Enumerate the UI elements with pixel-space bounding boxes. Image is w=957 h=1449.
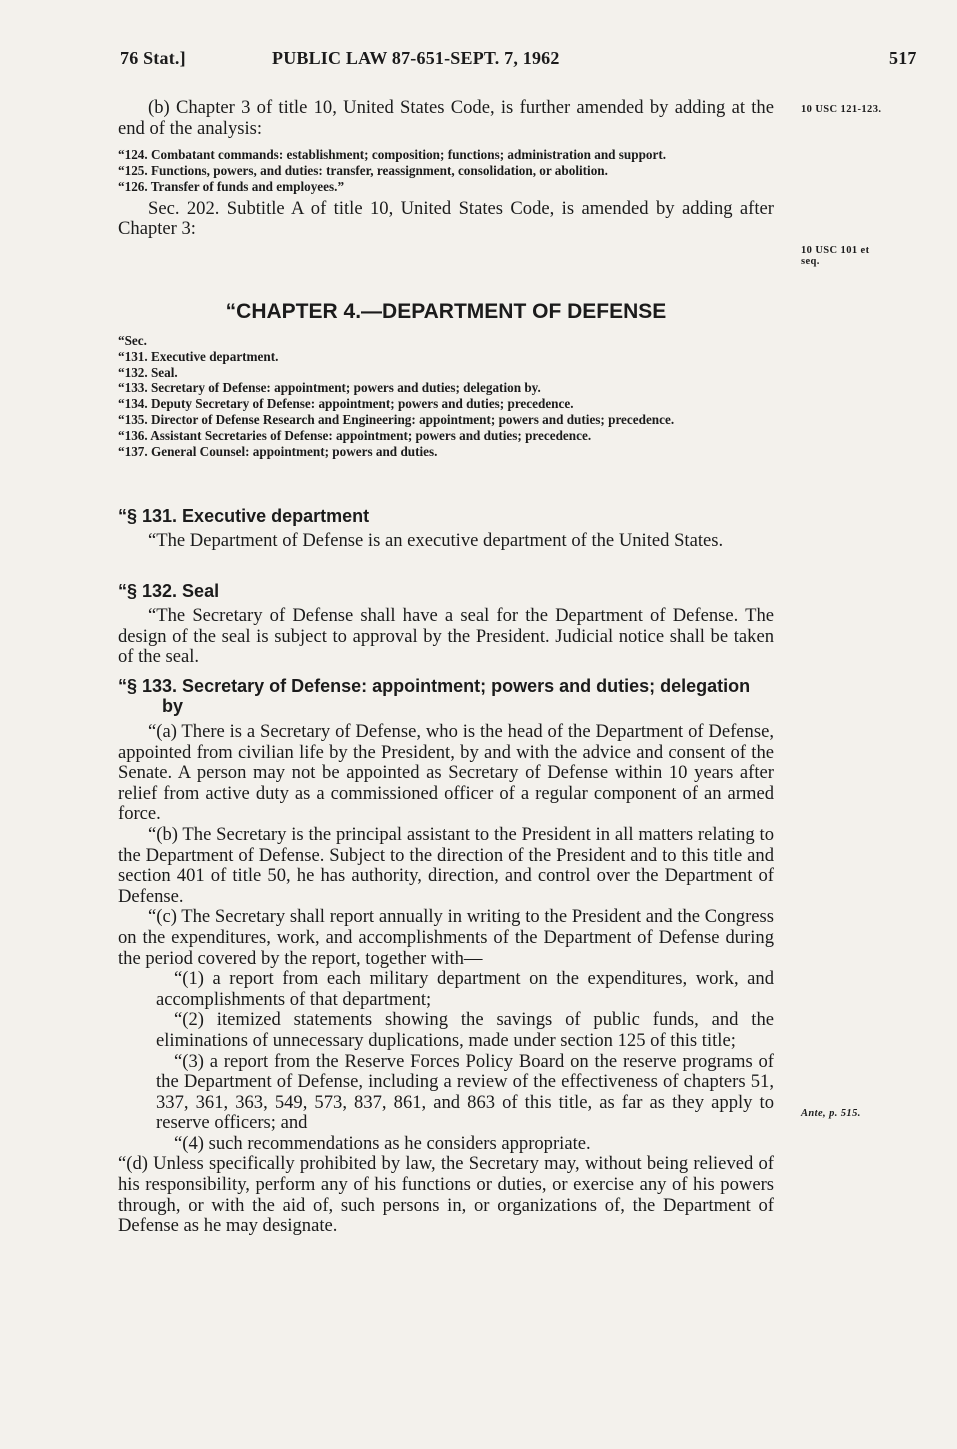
toc-item-137: “137. General Counsel: appointment; powers and duties. <box>118 443 438 459</box>
section-202-paragraph: Sec. 202. Subtitle A of title 10, United States Code, is amended by adding after Chapter 3: <box>118 197 774 240</box>
section-133-d: “(d) Unless specifically prohibited by law, the Secretary may, without being relieved of his responsibility, perform any of his functions or duties, or exercise any of his powers through, or with the aid of, such persons in, or organizations of, the Department of Defense as he may designate. <box>118 1153 774 1237</box>
analysis-list <box>118 147 774 194</box>
toc-sec-label: “Sec. <box>118 333 147 348</box>
section-133-heading: “§ 133. Secretary of Defense: appointment; powers and duties; delegation by <box>118 676 751 716</box>
section-133-c-2: “(2) itemized statements showing the savings of public funds, and the eliminations of unnecessary duplications, made under section 125 of this title; <box>156 1009 774 1051</box>
amendment-paragraph-b: (b) Chapter 3 of title 10, United States Code, is further amended by adding at the end of the analysis: <box>118 97 774 139</box>
section-133-c: “(c) The Secretary shall report annually in writing to the President and the Congress on the expenditures, work, and accomplishments of the Department of Defense during the period covered by the report, together with— <box>118 906 774 969</box>
section-131-heading: “§ 131. Executive department <box>118 506 370 526</box>
section-132-heading: “§ 132. Seal <box>118 581 220 601</box>
toc-item-132: “132. Seal. <box>118 364 178 380</box>
header-page-number: 517 <box>889 48 917 68</box>
toc-item-133: “133. Secretary of Defense: appointment; powers and duties; delegation by. <box>118 380 541 396</box>
margin-note-usc-101-line1: 10 USC 101 et <box>801 245 870 256</box>
section-133-c-3: “(3) a report from the Reserve Forces Policy Board on the reserve programs of the Department of Defense, including a review of the effectiveness of chapters 51, 337, 361, 363, 549, 573, 837, 861, and 863 of this title, as far as they apply to reserve officers; and <box>156 1050 774 1134</box>
margin-note-usc-121: 10 USC 121-123. <box>801 104 882 115</box>
margin-note-usc-101-line2: seq. <box>801 256 820 267</box>
margin-note-usc-101 <box>801 245 870 267</box>
toc-item-134: “134. Deputy Secretary of Defense: appointment; powers and duties; precedence. <box>118 396 574 412</box>
analysis-item-125: “125. Functions, powers, and duties: transfer, reassignment, consolidation, or abolition. <box>118 162 608 178</box>
analysis-item-126: “126. Transfer of funds and employees.” <box>118 178 345 194</box>
section-133 <box>118 676 774 1237</box>
margin-note-ante <box>801 1108 861 1119</box>
header-title: PUBLIC LAW 87-651-SEPT. 7, 1962 <box>272 48 560 68</box>
header-volume: 76 Stat.] <box>120 48 186 68</box>
toc-item-136: “136. Assistant Secretaries of Defense: appointment; powers and duties; precedence. <box>118 427 592 443</box>
toc-item-131: “131. Executive department. <box>118 348 279 364</box>
section-132-text: “The Secretary of Defense shall have a seal for the Department of Defense. The design of the seal is subject to approval by the President. Judicial notice shall be taken of the seal. <box>118 605 774 668</box>
section-131 <box>118 506 774 552</box>
analysis-item-124: “124. Combatant commands: establishment; composition; functions; administration and support. <box>118 147 667 163</box>
section-133-c-4: “(4) such recommendations as he considers appropriate. <box>174 1132 591 1154</box>
toc-item-135: “135. Director of Defense Research and Engineering: appointment; powers and duties; precedence. <box>118 411 675 427</box>
intro-block <box>118 98 774 240</box>
section-131-text: “The Department of Defense is an executive department of the United States. <box>148 530 724 551</box>
section-133-b: “(b) The Secretary is the principal assistant to the President in all matters relating to the Department of Defense. Subject to the direction of the President and to this title and section 401 of title 50, he has authority, direction, and control over the Department of Defense. <box>118 823 774 907</box>
section-133-a: “(a) There is a Secretary of Defense, who is the head of the Department of Defense, appointed from civilian life by the President, by and with the advice and consent of the Senate. A person may not be appointed as Secretary of Defense within 10 years after relief from active duty as a commissioned officer of a regular component of an armed force. <box>118 721 774 825</box>
margin-note-ante-text: Ante, p. 515. <box>801 1108 861 1119</box>
chapter-title: “CHAPTER 4.—DEPARTMENT OF DEFENSE <box>225 300 667 323</box>
section-132 <box>118 581 774 668</box>
chapter-toc <box>118 333 774 459</box>
section-133-c-1: “(1) a report from each military department on the expenditures, work, and accomplishments of that department; <box>156 968 774 1010</box>
